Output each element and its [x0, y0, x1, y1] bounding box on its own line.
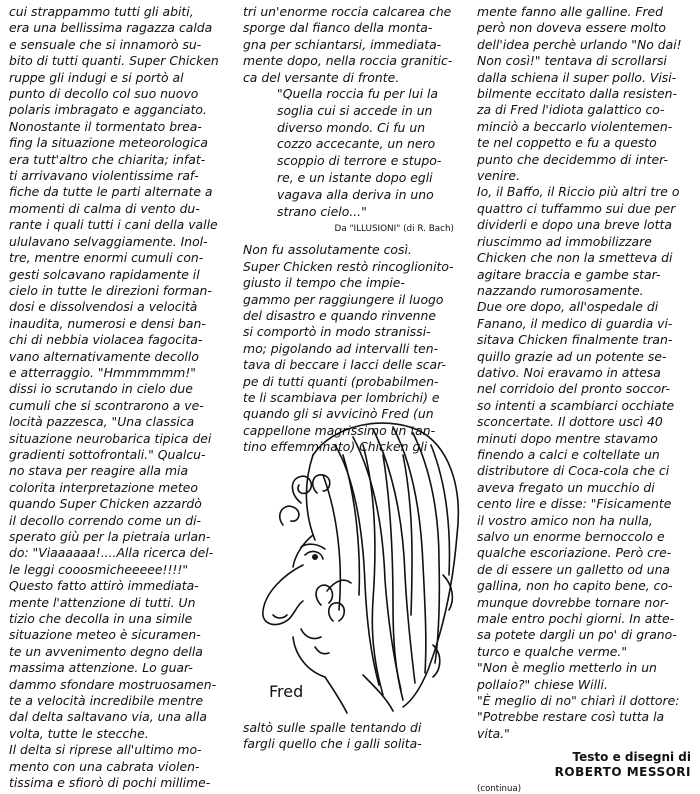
text-line: do: "Viaaaaaa!....Alla ricerca del-	[9, 545, 214, 561]
text-line: fing la situazione meteorologica	[9, 135, 208, 151]
text-line: agitare braccia e gambe star-	[477, 266, 661, 282]
text-line: gallina, non ho capito bene, co-	[477, 578, 673, 594]
text-line: dalla schiena il super pollo. Visi-	[477, 69, 677, 85]
book-quote	[277, 86, 460, 220]
text-line: Super Chicken restò rincoglionito-	[243, 258, 454, 274]
text-line: tino effemminato) Chicken gli	[243, 439, 428, 455]
text-line: polaris imbragato e agganciato.	[9, 102, 207, 118]
text-line: "Potrebbe restare così tutta la	[477, 709, 665, 725]
text-line: il decollo correndo come un di-	[9, 512, 202, 528]
text-line: gammo per raggiungere il luogo	[243, 291, 444, 307]
text-line: qualche escoriazione. Però cre-	[477, 545, 672, 561]
text-line: turco e qualche verme."	[477, 643, 628, 659]
text-line: finendo a calci e coltellate un	[477, 446, 660, 462]
text-line: cielo in tutte le direzioni forman-	[9, 282, 212, 298]
text-line: Fanano, il medico di guardia vi-	[477, 315, 673, 331]
text-line: nel corridoio del pronto soccor-	[477, 381, 671, 397]
text-line: Nonostante il tormentato brea-	[9, 118, 202, 134]
text-line: quattro ci tuffammo sui due per	[477, 200, 676, 216]
text-line: minuti dopo mentre stavamo	[477, 430, 658, 446]
text-line: era una bellissima ragazza calda	[9, 20, 213, 36]
text-line: "Non è meglio metterlo in un	[477, 660, 657, 676]
quote-source: Da "ILLUSIONI" (di R. Bach)	[334, 224, 454, 235]
text-line: e sensuale che si innamorò su-	[9, 36, 202, 52]
text-line: "È meglio di no" chiarì il dottore:	[477, 693, 680, 709]
text-line: strano cielo..."	[277, 203, 367, 219]
text-line: nazzando rumorosamente.	[477, 282, 644, 298]
text-line: dosi e dissolvendosi a velocità	[9, 299, 198, 315]
text-line: cento lire e disse: "Fisicamente	[477, 496, 672, 512]
text-line: situazione neurobarica tipica dei	[9, 430, 212, 446]
text-line: Il delta si riprese all'ultimo mo-	[9, 742, 202, 758]
text-line: Chicken che non la smetteva di	[477, 250, 673, 266]
text-line: diverso mondo. Ci fu un	[277, 119, 426, 135]
text-line: Io, il Baffo, il Riccio più altri tre o	[477, 184, 680, 200]
text-line: Non fu assolutamente così.	[243, 242, 412, 258]
text-line: ruppe gli indugi e si portò al	[9, 69, 184, 85]
text-line: quando Super Chicken azzardò	[9, 496, 202, 512]
text-line: vita."	[477, 725, 510, 741]
text-line: tri un'enorme roccia calcarea che	[243, 4, 452, 19]
text-line: munque dovrebbe tornare nor-	[477, 594, 669, 610]
text-line: male entro pochi giorni. In atte-	[477, 611, 675, 627]
text-line: cui strappammo tutti gli abiti,	[9, 4, 194, 19]
text-line: pe di tutti quanti (probabilmen-	[243, 373, 439, 389]
text-line: cappellone magrissimo un tan-	[243, 422, 436, 438]
text-line: gna per schiantarsi, immediata-	[243, 36, 442, 52]
text-line: tava di beccare i lacci delle scar-	[243, 357, 447, 373]
text-line: colorita interpretazione meteo	[9, 479, 198, 495]
text-line: fiche da tutte le parti alternate a	[9, 184, 213, 200]
text-line: volta, tutte le stecche.	[9, 725, 149, 741]
text-line: fargli quello che i galli solita-	[243, 736, 422, 752]
text-line: le leggi cooosmicheeeee!!!!"	[9, 561, 189, 577]
text-line: venire.	[477, 168, 520, 184]
text-line: dividerli e dopo una breve lotta	[477, 217, 672, 233]
text-line: distributore di Coca-cola che ci	[477, 463, 670, 479]
text-line: sperato giù per la pietraia urlan-	[9, 529, 211, 544]
text-line: punto che decidemmo di inter-	[477, 151, 668, 167]
text-line: Questo fatto attirò immediata-	[9, 578, 199, 594]
text-line: mente dopo, nella roccia granitic-	[243, 53, 453, 69]
text-line: te un avvenimento degno della	[9, 643, 203, 659]
text-line: scoppio di terrore e stupo-	[277, 153, 442, 169]
text-line: però non doveva essere molto	[477, 20, 666, 36]
column-2-top-text	[243, 4, 460, 86]
text-line: dal delta saltavano via, una alla	[9, 709, 207, 725]
text-line: vagava alla deriva in uno	[277, 186, 434, 202]
text-line: si comportò in modo stranissi-	[243, 324, 431, 340]
text-line: aveva fregato un mucchio di	[477, 479, 655, 495]
text-line: tissima e sfiorò di pochi millime-	[9, 775, 211, 791]
text-line: dell'idea perchè urlando "No dai!	[477, 36, 682, 52]
text-line: massima attenzione. Lo guar-	[9, 660, 193, 676]
text-line: za di Fred l'idiota galattico co-	[477, 102, 665, 118]
text-line: vano alternativamente decollo	[9, 348, 199, 364]
author-name: ROBERTO MESSORI	[554, 765, 691, 780]
author-credit	[477, 750, 691, 780]
text-line: mente fanno alle galline. Fred	[477, 4, 664, 19]
text-line: so intenti a scambiarci occhiate	[477, 397, 675, 413]
text-line: cumuli che si scontrarono a ve-	[9, 397, 204, 413]
text-line: dativo. Noi eravamo in attesa	[477, 364, 661, 380]
text-line: te nel coppetto e fu a questo	[477, 135, 657, 151]
text-line: rante i quali tutti i cani della valle	[9, 217, 218, 233]
text-line: no stava per reagire alla mia	[9, 463, 189, 479]
text-line: minciò a beccarlo violentemen-	[477, 118, 673, 134]
text-line: era tutt'altro che chiarita; infat-	[9, 151, 206, 167]
text-line: ululavano selvaggiamente. Inol-	[9, 233, 208, 249]
text-line: inaudita, numerosi e densi ban-	[9, 315, 206, 331]
text-line: cozzo accecante, un nero	[277, 136, 436, 152]
text-line: sporge dal fianco della monta-	[243, 20, 433, 36]
text-line: punto di decollo col suo nuovo	[9, 86, 199, 102]
column-3-text	[477, 4, 691, 742]
text-line: riuscimmo ad immobilizzare	[477, 233, 652, 249]
text-line: gradienti sottofrontali." Qualcu-	[9, 446, 206, 462]
text-line: sa potete dargli un po' di grano-	[477, 627, 677, 643]
text-line: bilmente eccitato dalla resisten-	[477, 86, 677, 102]
text-line: "Quella roccia fu per lui la	[277, 86, 439, 102]
cartoon-illustration	[243, 415, 467, 715]
text-line: tre, mentre enormi cumuli con-	[9, 250, 204, 266]
text-line: Non così!" tentava di scrollarsi	[477, 53, 667, 69]
text-line: giusto il tempo che impie-	[243, 275, 405, 291]
text-line: salvo un enorme bernoccolo e	[477, 529, 665, 544]
text-line: mo; pigolando ad intervalli ten-	[243, 340, 439, 356]
text-line: pollaio?" chiese Willi.	[477, 676, 608, 692]
text-line: mente l'attenzione di tutti. Un	[9, 594, 196, 610]
text-line: ti arrivavano violentissime raf-	[9, 168, 199, 184]
text-column-2	[243, 4, 460, 456]
text-line: chi di nebbia violacea fagocita-	[9, 332, 203, 348]
text-line: soglia cui si accede in un	[277, 102, 433, 118]
text-line: dissi io scrutando in cielo due	[9, 381, 193, 397]
continued-note: (continua)	[477, 784, 522, 794]
text-line: sconcertate. Il dottore uscì 40	[477, 414, 663, 430]
text-line: situazione meteo è sicuramen-	[9, 627, 201, 643]
text-line: ca del versante di fronte.	[243, 69, 400, 85]
text-line: e atterraggio. "Hmmmmmm!"	[9, 364, 197, 380]
text-line: tizio che decolla in una simile	[9, 611, 193, 627]
text-line: momenti di calma di vento du-	[9, 200, 200, 216]
text-column-1	[9, 4, 227, 792]
text-line: bito di tutti quanti. Super Chicken	[9, 53, 219, 69]
text-line: quando gli si avvicinò Fred (un	[243, 406, 434, 422]
text-line: te a velocità incredibile mentre	[9, 693, 204, 709]
illustration-signature: Fred	[269, 682, 304, 701]
text-line: de di essere un galletto od una	[477, 561, 671, 577]
text-column-3	[477, 4, 691, 794]
text-line: del disastro e quando rinvenne	[243, 308, 436, 324]
credit-line: Testo e disegni di	[572, 750, 691, 765]
text-line: Due ore dopo, all'ospedale di	[477, 299, 659, 315]
text-line: dammo sfondare mostruosamen-	[9, 676, 217, 692]
text-line: mento con una cabrata violen-	[9, 758, 200, 774]
text-line: sitava Chicken finalmente tran-	[477, 332, 673, 348]
column-2-bottom-text	[243, 720, 460, 753]
text-line: gesti solcavano rapidamente il	[9, 266, 200, 282]
text-line: saltò sulle spalle tentando di	[243, 720, 422, 735]
text-line: re, e un istante dopo egli	[277, 170, 433, 186]
text-line: il vostro amico non ha nulla,	[477, 512, 653, 528]
text-line: te li scambiava per lombrichi) e	[243, 390, 440, 406]
text-line: quillo grazie ad un potente se-	[477, 348, 667, 364]
text-line: locità pazzesca, "Una classica	[9, 414, 195, 430]
